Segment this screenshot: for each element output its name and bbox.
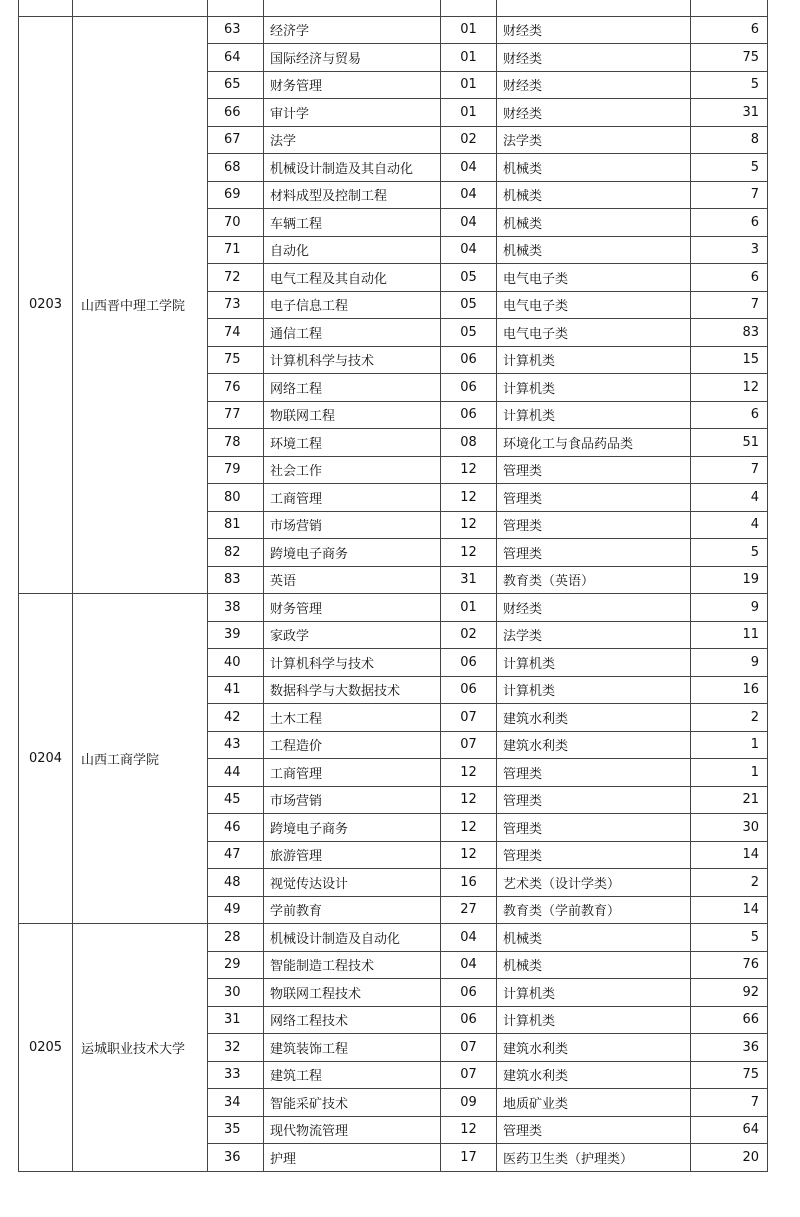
- subject-category-cell: 建筑水利类: [497, 1034, 691, 1062]
- subject-category-cell: 计算机类: [497, 346, 691, 374]
- subject-category-cell: 财经类: [497, 71, 691, 99]
- enrollment-count-cell: 9: [691, 649, 768, 677]
- enrollment-count-cell: 83: [691, 319, 768, 347]
- enrollment-table-body: [19, 0, 768, 1171]
- subject-code-cell: 12: [441, 1116, 497, 1144]
- subject-code-cell: 04: [441, 154, 497, 182]
- major-name-cell: 智能采矿技术: [264, 1089, 441, 1117]
- row-seq-cell: 74: [208, 319, 264, 347]
- row-seq-cell: 43: [208, 731, 264, 759]
- subject-category-cell: 财经类: [497, 594, 691, 622]
- subject-code-cell: 06: [441, 676, 497, 704]
- major-name-cell: 视觉传达设计: [264, 869, 441, 897]
- row-seq-cell: 42: [208, 704, 264, 732]
- enrollment-count-cell: 6: [691, 209, 768, 237]
- row-seq-cell: 39: [208, 621, 264, 649]
- subject-code-cell: [441, 0, 497, 16]
- row-seq-cell: 47: [208, 841, 264, 869]
- enrollment-count-cell: 15: [691, 346, 768, 374]
- table-row: [19, 16, 768, 44]
- enrollment-count-cell: 7: [691, 1089, 768, 1117]
- subject-code-cell: 02: [441, 126, 497, 154]
- school-name-cell: 山西工商学院: [73, 594, 208, 924]
- subject-category-cell: 建筑水利类: [497, 1061, 691, 1089]
- enrollment-count-cell: 2: [691, 704, 768, 732]
- row-seq-cell: 68: [208, 154, 264, 182]
- subject-code-cell: 12: [441, 539, 497, 567]
- enrollment-count-cell: 5: [691, 154, 768, 182]
- subject-code-cell: 01: [441, 71, 497, 99]
- enrollment-count-cell: 51: [691, 429, 768, 457]
- enrollment-count-cell: 75: [691, 1061, 768, 1089]
- enrollment-count-cell: 7: [691, 181, 768, 209]
- subject-category-cell: 计算机类: [497, 1006, 691, 1034]
- major-name-cell: 网络工程技术: [264, 1006, 441, 1034]
- enrollment-count-cell: 8: [691, 126, 768, 154]
- school-code-cell: 0203: [19, 16, 73, 594]
- row-seq-cell: 31: [208, 1006, 264, 1034]
- row-seq-cell: 66: [208, 99, 264, 127]
- row-seq-cell: 65: [208, 71, 264, 99]
- row-seq-cell: 79: [208, 456, 264, 484]
- major-name-cell: 社会工作: [264, 456, 441, 484]
- major-name-cell: 智能制造工程技术: [264, 951, 441, 979]
- row-seq-cell: 69: [208, 181, 264, 209]
- enrollment-count-cell: 5: [691, 539, 768, 567]
- subject-code-cell: 04: [441, 951, 497, 979]
- subject-category-cell: 机械类: [497, 181, 691, 209]
- subject-category-cell: 医药卫生类（护理类）: [497, 1144, 691, 1172]
- major-name-cell: 跨境电子商务: [264, 539, 441, 567]
- major-name-cell: 环境工程: [264, 429, 441, 457]
- subject-category-cell: 管理类: [497, 841, 691, 869]
- subject-code-cell: 12: [441, 814, 497, 842]
- major-name-cell: 家政学: [264, 621, 441, 649]
- major-name-cell: 财务管理: [264, 594, 441, 622]
- subject-code-cell: 01: [441, 44, 497, 72]
- row-seq-cell: 70: [208, 209, 264, 237]
- enrollment-count-cell: 11: [691, 621, 768, 649]
- subject-category-cell: 管理类: [497, 456, 691, 484]
- subject-category-cell: 电气电子类: [497, 319, 691, 347]
- row-seq-cell: 34: [208, 1089, 264, 1117]
- subject-category-cell: 地质矿业类: [497, 1089, 691, 1117]
- subject-category-cell: 教育类（英语）: [497, 566, 691, 594]
- major-name-cell: [264, 0, 441, 16]
- row-seq-cell: 78: [208, 429, 264, 457]
- row-seq-cell: 49: [208, 896, 264, 924]
- subject-category-cell: 管理类: [497, 759, 691, 787]
- subject-code-cell: 06: [441, 401, 497, 429]
- subject-category-cell: 管理类: [497, 1116, 691, 1144]
- subject-category-cell: 建筑水利类: [497, 704, 691, 732]
- subject-code-cell: 07: [441, 704, 497, 732]
- subject-category-cell: 计算机类: [497, 374, 691, 402]
- enrollment-count-cell: 14: [691, 841, 768, 869]
- major-name-cell: 物联网工程技术: [264, 979, 441, 1007]
- subject-category-cell: 教育类（学前教育）: [497, 896, 691, 924]
- subject-category-cell: 计算机类: [497, 401, 691, 429]
- enrollment-table: [18, 0, 768, 1172]
- subject-category-cell: 法学类: [497, 126, 691, 154]
- row-seq-cell: 38: [208, 594, 264, 622]
- subject-category-cell: 计算机类: [497, 649, 691, 677]
- subject-code-cell: 07: [441, 731, 497, 759]
- table-row: [19, 924, 768, 952]
- school-name-cell: 运城职业技术大学: [73, 924, 208, 1172]
- enrollment-count-cell: 36: [691, 1034, 768, 1062]
- subject-code-cell: 06: [441, 979, 497, 1007]
- subject-category-cell: 管理类: [497, 786, 691, 814]
- row-seq-cell: 81: [208, 511, 264, 539]
- major-name-cell: 车辆工程: [264, 209, 441, 237]
- subject-category-cell: 环境化工与食品药品类: [497, 429, 691, 457]
- row-seq-cell: 33: [208, 1061, 264, 1089]
- major-name-cell: 物联网工程: [264, 401, 441, 429]
- subject-code-cell: 05: [441, 291, 497, 319]
- row-seq-cell: 28: [208, 924, 264, 952]
- enrollment-count-cell: 16: [691, 676, 768, 704]
- enrollment-count-cell: 19: [691, 566, 768, 594]
- major-name-cell: 材料成型及控制工程: [264, 181, 441, 209]
- row-seq-cell: 44: [208, 759, 264, 787]
- row-seq-cell: 67: [208, 126, 264, 154]
- row-seq-cell: 72: [208, 264, 264, 292]
- subject-code-cell: 12: [441, 786, 497, 814]
- row-seq-cell: 64: [208, 44, 264, 72]
- major-name-cell: 通信工程: [264, 319, 441, 347]
- major-name-cell: 财务管理: [264, 71, 441, 99]
- major-name-cell: 经济学: [264, 16, 441, 44]
- major-name-cell: 电气工程及其自动化: [264, 264, 441, 292]
- enrollment-count-cell: 6: [691, 401, 768, 429]
- enrollment-count-cell: 4: [691, 484, 768, 512]
- row-seq-cell: 36: [208, 1144, 264, 1172]
- major-name-cell: 法学: [264, 126, 441, 154]
- enrollment-count-cell: 30: [691, 814, 768, 842]
- row-seq-cell: 73: [208, 291, 264, 319]
- subject-category-cell: 计算机类: [497, 979, 691, 1007]
- subject-code-cell: 01: [441, 16, 497, 44]
- subject-category-cell: 机械类: [497, 236, 691, 264]
- subject-code-cell: 08: [441, 429, 497, 457]
- subject-category-cell: 艺术类（设计学类）: [497, 869, 691, 897]
- school-code-cell: 0204: [19, 594, 73, 924]
- major-name-cell: 自动化: [264, 236, 441, 264]
- major-name-cell: 国际经济与贸易: [264, 44, 441, 72]
- enrollment-count-cell: 6: [691, 16, 768, 44]
- row-seq-cell: 80: [208, 484, 264, 512]
- subject-category-cell: 建筑水利类: [497, 731, 691, 759]
- major-name-cell: 电子信息工程: [264, 291, 441, 319]
- enrollment-count-cell: 9: [691, 594, 768, 622]
- enrollment-count-cell: 7: [691, 291, 768, 319]
- enrollment-count-cell: 76: [691, 951, 768, 979]
- enrollment-count-cell: 20: [691, 1144, 768, 1172]
- subject-category-cell: 管理类: [497, 511, 691, 539]
- row-seq-cell: 76: [208, 374, 264, 402]
- major-name-cell: 建筑装饰工程: [264, 1034, 441, 1062]
- subject-code-cell: 01: [441, 99, 497, 127]
- subject-category-cell: 机械类: [497, 154, 691, 182]
- subject-category-cell: 电气电子类: [497, 291, 691, 319]
- major-name-cell: 旅游管理: [264, 841, 441, 869]
- subject-category-cell: 电气电子类: [497, 264, 691, 292]
- row-seq-cell: 77: [208, 401, 264, 429]
- enrollment-count-cell: 31: [691, 99, 768, 127]
- enrollment-count-cell: 1: [691, 759, 768, 787]
- row-seq-cell: 82: [208, 539, 264, 567]
- enrollment-count-cell: 3: [691, 236, 768, 264]
- subject-code-cell: 06: [441, 649, 497, 677]
- subject-category-cell: 财经类: [497, 44, 691, 72]
- subject-code-cell: 06: [441, 346, 497, 374]
- subject-code-cell: 06: [441, 374, 497, 402]
- row-seq-cell: [208, 0, 264, 16]
- school-name-cell: 山西晋中理工学院: [73, 16, 208, 594]
- subject-code-cell: 01: [441, 594, 497, 622]
- enrollment-count-cell: 5: [691, 71, 768, 99]
- subject-code-cell: 12: [441, 484, 497, 512]
- major-name-cell: 英语: [264, 566, 441, 594]
- major-name-cell: 现代物流管理: [264, 1116, 441, 1144]
- subject-code-cell: 16: [441, 869, 497, 897]
- subject-category-cell: 计算机类: [497, 676, 691, 704]
- subject-code-cell: 09: [441, 1089, 497, 1117]
- enrollment-count-cell: 6: [691, 264, 768, 292]
- major-name-cell: 审计学: [264, 99, 441, 127]
- school-code-cell: [19, 0, 73, 16]
- enrollment-count-cell: 64: [691, 1116, 768, 1144]
- row-seq-cell: 40: [208, 649, 264, 677]
- enrollment-count-cell: 5: [691, 924, 768, 952]
- subject-code-cell: 04: [441, 209, 497, 237]
- table-row: [19, 0, 768, 16]
- subject-code-cell: 27: [441, 896, 497, 924]
- major-name-cell: 工程造价: [264, 731, 441, 759]
- row-seq-cell: 63: [208, 16, 264, 44]
- enrollment-count-cell: 14: [691, 896, 768, 924]
- subject-code-cell: 05: [441, 319, 497, 347]
- row-seq-cell: 75: [208, 346, 264, 374]
- enrollment-count-cell: 7: [691, 456, 768, 484]
- enrollment-count-cell: 2: [691, 869, 768, 897]
- subject-code-cell: 12: [441, 511, 497, 539]
- subject-category-cell: [497, 0, 691, 16]
- subject-code-cell: 31: [441, 566, 497, 594]
- subject-code-cell: 17: [441, 1144, 497, 1172]
- table-row: [19, 594, 768, 622]
- school-code-cell: 0205: [19, 924, 73, 1172]
- row-seq-cell: 48: [208, 869, 264, 897]
- row-seq-cell: 41: [208, 676, 264, 704]
- subject-category-cell: 法学类: [497, 621, 691, 649]
- row-seq-cell: 35: [208, 1116, 264, 1144]
- enrollment-count-cell: 21: [691, 786, 768, 814]
- row-seq-cell: 29: [208, 951, 264, 979]
- subject-category-cell: 机械类: [497, 924, 691, 952]
- enrollment-count-cell: 12: [691, 374, 768, 402]
- subject-code-cell: 07: [441, 1061, 497, 1089]
- subject-category-cell: 机械类: [497, 951, 691, 979]
- row-seq-cell: 71: [208, 236, 264, 264]
- major-name-cell: 学前教育: [264, 896, 441, 924]
- major-name-cell: 跨境电子商务: [264, 814, 441, 842]
- major-name-cell: 数据科学与大数据技术: [264, 676, 441, 704]
- subject-category-cell: 财经类: [497, 99, 691, 127]
- subject-code-cell: 12: [441, 841, 497, 869]
- major-name-cell: 网络工程: [264, 374, 441, 402]
- row-seq-cell: 32: [208, 1034, 264, 1062]
- subject-category-cell: 管理类: [497, 484, 691, 512]
- row-seq-cell: 45: [208, 786, 264, 814]
- enrollment-count-cell: 1: [691, 731, 768, 759]
- subject-code-cell: 04: [441, 236, 497, 264]
- major-name-cell: 市场营销: [264, 511, 441, 539]
- major-name-cell: 土木工程: [264, 704, 441, 732]
- row-seq-cell: 30: [208, 979, 264, 1007]
- major-name-cell: 工商管理: [264, 759, 441, 787]
- subject-code-cell: 12: [441, 456, 497, 484]
- school-name-cell: [73, 0, 208, 16]
- major-name-cell: 工商管理: [264, 484, 441, 512]
- enrollment-count-cell: 92: [691, 979, 768, 1007]
- enrollment-count-cell: [691, 0, 768, 16]
- subject-code-cell: 12: [441, 759, 497, 787]
- row-seq-cell: 46: [208, 814, 264, 842]
- enrollment-count-cell: 66: [691, 1006, 768, 1034]
- subject-code-cell: 04: [441, 181, 497, 209]
- major-name-cell: 建筑工程: [264, 1061, 441, 1089]
- subject-code-cell: 06: [441, 1006, 497, 1034]
- subject-category-cell: 机械类: [497, 209, 691, 237]
- enrollment-count-cell: 4: [691, 511, 768, 539]
- major-name-cell: 机械设计制造及自动化: [264, 924, 441, 952]
- subject-code-cell: 02: [441, 621, 497, 649]
- major-name-cell: 计算机科学与技术: [264, 346, 441, 374]
- major-name-cell: 护理: [264, 1144, 441, 1172]
- enrollment-count-cell: 75: [691, 44, 768, 72]
- subject-code-cell: 04: [441, 924, 497, 952]
- row-seq-cell: 83: [208, 566, 264, 594]
- major-name-cell: 市场营销: [264, 786, 441, 814]
- subject-category-cell: 管理类: [497, 539, 691, 567]
- subject-category-cell: 管理类: [497, 814, 691, 842]
- subject-category-cell: 财经类: [497, 16, 691, 44]
- subject-code-cell: 05: [441, 264, 497, 292]
- major-name-cell: 机械设计制造及其自动化: [264, 154, 441, 182]
- major-name-cell: 计算机科学与技术: [264, 649, 441, 677]
- subject-code-cell: 07: [441, 1034, 497, 1062]
